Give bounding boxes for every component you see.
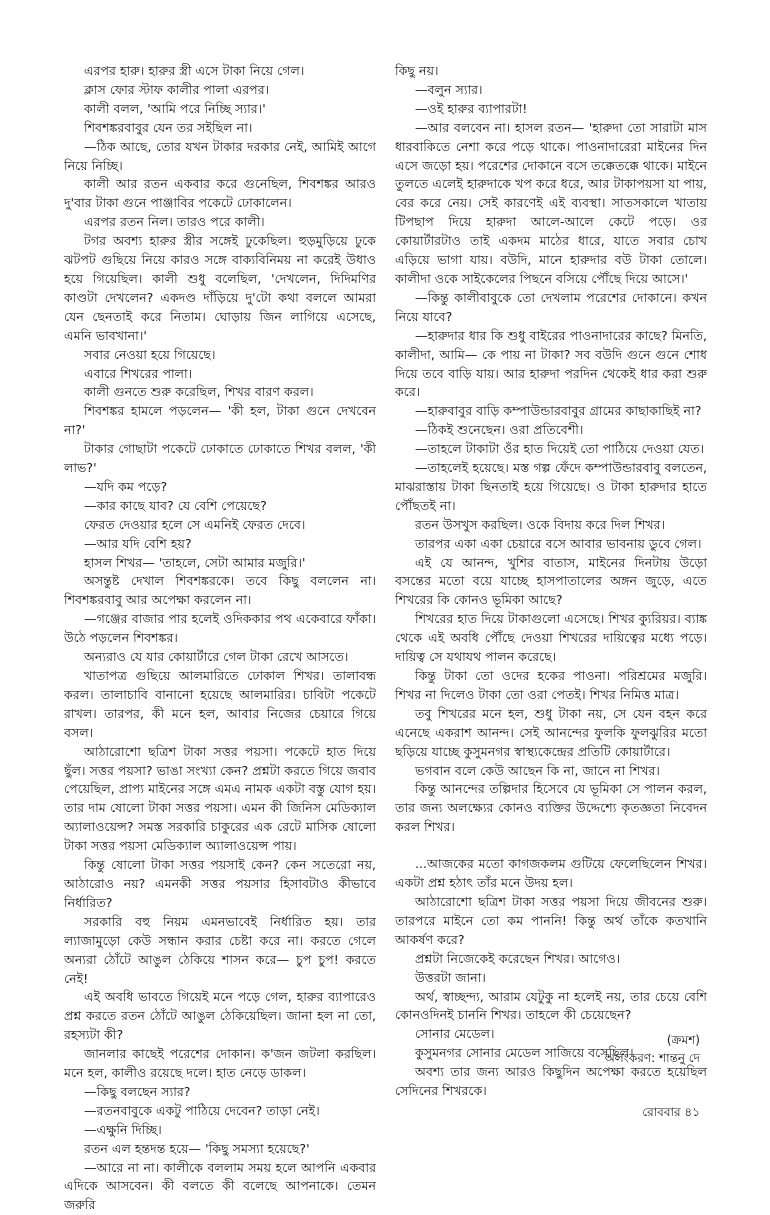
paragraph: —ঠিকই শুনেছেন। ওরা প্রতিবেশী।	[415, 422, 584, 438]
paragraph: —ওই হারুর ব্যাপারটা!	[415, 100, 528, 116]
paragraph: —কার কাছে যাব? যে বেশি পেয়েছে?	[84, 497, 267, 513]
illustration-credit: অলংকরণ: শান্তনু দে	[604, 1051, 700, 1065]
paragraph: —যদি কম পড়ে?	[84, 478, 168, 494]
paragraph: সরকারি বহু নিয়ম এমনভাবেই নির্ধারিত হয়। তার ল্যাজামুড়ো কেউ সন্ধান করার চেষ্টা করে না। করতে গেলে অন্যরা ঠোঁটে আঙুল ঠেকিয়ে শাসন করে— চুপ চুপ! করতে নেই!	[64, 913, 376, 986]
paragraph: শিবশঙ্করবাবুর যেন তর সইছিল না।	[84, 119, 253, 135]
paragraph: এরপর হারু। হারুর স্ত্রী এসে টাকা নিয়ে গেল।	[84, 63, 305, 78]
paragraph: রতন এল হন্তদন্ত হয়ে— 'কিছু সমস্যা হয়েছে?'	[84, 1140, 310, 1156]
paragraph: অবশ্য তার জন্য আরও কিছুদিন অপেক্ষা করতে হয়েছিল সেদিনের শিখরকে।	[395, 1064, 707, 1099]
paragraph: ক্লাস ফোর স্টাফ কালীর পালা এরপর।	[84, 81, 270, 97]
paragraph: কুসুমনগর সোনার মেডেল সাজিয়ে বসেছিল।	[415, 1045, 634, 1061]
paragraph: টাকার গোছাটা পকেটে ঢোকাতে ঢোকাতে শিখর বলল, 'কী লাভ?'	[64, 441, 376, 476]
paragraph: কিন্তু ষোলো টাকা সত্তর পয়সাই কেন? কেন সতেরো নয়, আঠারোও নয়? এমনকী সত্তর পয়সার হিসাবটাও কীভাবে নির্ধারিত?	[64, 857, 376, 910]
paragraph: —কিছু বলছেন স্যার?	[84, 1083, 191, 1099]
paragraph: প্রশ্নটা নিজেকেই করেছেন শিখর। আগেও।	[415, 950, 621, 966]
paragraph: ...আজকের মতো কাগজকলম গুটিয়ে ফেলেছিলেন শিখর। একটা প্রশ্ন হঠাৎ তাঁর মনে উদয় হল।	[395, 856, 707, 891]
right-text-column	[395, 62, 707, 1101]
paragraph: কিন্তু আনন্দের তল্পিদার হিসেবে যে ভূমিকা সে পালন করল, তার জন্য অলক্ষ্যের কোনও ব্যক্তির উদ্দেশ্যে কৃতজ্ঞতা নিবেদন করল শিখর।	[395, 781, 707, 835]
paragraph: —কিন্তু কালীবাবুকে তো দেখলাম পরেশের দোকানে। কখন নিয়ে যাবে?	[395, 289, 707, 324]
paragraph: —তাহলে টাকাটা ওঁর হাত দিয়েই তো পাঠিয়ে দেওয়া যেত।	[415, 441, 705, 457]
left-text-column	[64, 62, 376, 1215]
paragraph: রতন উসখুস করছিল। ওকে বিদায় করে দিল শিখর।	[415, 516, 666, 532]
paragraph: —আর যদি বেশি হয়?	[84, 535, 192, 551]
paragraph: —বলুন স্যার।	[415, 81, 483, 97]
paragraph: অসন্তুষ্ট দেখাল শিবশঙ্করকে। তবে কিছু বললেন না। শিবশঙ্করবাবু আর অপেক্ষা করলেন না।	[64, 573, 376, 608]
paragraph: খাতাপত্র গুছিয়ে আলমারিতে ঢোকাল শিখর। তালাবন্ধ করল। তালাচাবি বানানো হয়েছে আলমারির। চাবিটা পকেটে রাখল। তারপর, কী মনে হল, আবার নিজের চেয়ারে গিয়ে বসল।	[64, 668, 376, 740]
paragraph: সবার নেওয়া হয়ে গিয়েছে।	[84, 346, 216, 362]
page-folio: রোববার ৪১	[642, 1105, 700, 1119]
paragraph: —ঠিক আছে, তোর যখন টাকার দরকার নেই, আমিই আগে নিয়ে নিচ্ছি।	[64, 138, 376, 173]
paragraph: —হারুবাবুর বাড়ি কম্পাউন্ডারবাবুর গ্রামের কাছাকাছিই না?	[415, 403, 702, 419]
paragraph: অর্থ, স্বাচ্ছন্দ্য, আরাম যেটুকু না হলেই নয়, তার চেয়ে বেশি কোনওদিনই চাননি শিখর। তাহলে কী চেয়েছেন?	[395, 988, 707, 1023]
paragraph: কিছু নয়।	[395, 63, 439, 78]
paragraph: —আর বলবেন না। হাসল রতন— 'হারুদা তো সারাটা মাস ধারবাকিতে নেশা করে পড়ে থাকে। পাওনাদারেরা মাইনের দিন এসে জড়ো হয়। পরেশের দোকানে বসে তক্কেতক্কে থাকে। মাইনে তুলতে এলেই হারুদাকে খপ করে ধরে, আর টাকাপয়সা যা পায়, বের করে নেয়। সেই কারণেই এই ব্যবস্থা। সাতসকালে খাতায় টিপছাপ দিয়ে হারুদা আলে-আলে কেটে পড়ে। ওর কোয়ার্টারটাও তাই একদম মাঠের ধারে, যাতে সবার চোখ এড়িয়ে ভাগা যায়। বউদি, মানে হারুদার বউ টাকা তোলে। কালীদা ওকে সাইকেলের পিছনে বসিয়ে পৌঁছে দিয়ে আসে।'	[395, 119, 707, 286]
paragraph: তারপর একা একা চেয়ারে বসে আবার ভাবনায় ডুবে গেল।	[415, 535, 702, 551]
paragraph: উত্তরটা জানা।	[415, 969, 486, 985]
paragraph: হাসল শিখর— 'তাহলে, সেটা আমার মজুরি।'	[84, 554, 306, 570]
continued-marker: (ক্রমশ)	[666, 1033, 700, 1047]
paragraph: এই যে আনন্দ, খুশির বাতাস, মাইনের দিনটায় উড়ো বসন্তের মতো বয়ে যাচ্ছে হাসপাতালের অঙ্গন জুড়ে, এতে শিখরের কি কোনও ভূমিকা আছে?	[395, 554, 707, 608]
paragraph: —এক্ষুনি দিচ্ছি।	[84, 1121, 162, 1137]
paragraph: শিবশঙ্কর হামলে পড়লেন— 'কী হল, টাকা গুনে দেখবেন না?'	[64, 403, 376, 438]
paragraph: সোনার মেডেল।	[415, 1026, 495, 1042]
paragraph: —রতনবাবুকে একটু পাঠিয়ে দেবেন? তাড়া নেই।	[84, 1102, 320, 1118]
paragraph: অন্যরাও যে যার কোয়ার্টারে গেল টাকা রেখে আসতে।	[84, 649, 349, 665]
paragraph: —হারুদার ধার কি শুধু বাইরের পাওনাদারের কাছে? মিনতি, কালীদা, আমি— কে পায় না টাকা? সব বউদি গুনে গুনে শোধ দিয়ে তবে বাড়ি যায়। আর হারুদা পরদিন থেকেই ধার করা শুরু করে।	[395, 327, 707, 400]
paragraph: এরপর রতন নিল। তারও পরে কালী।	[84, 214, 265, 230]
paragraph: আঠারোশো ছত্রিশ টাকা সত্তর পয়সা দিয়ে জীবনের শুরু। তারপরে মাইনে তো কম পাননি! কিন্তু অর্থ তাঁকে কতখানি আকর্ষণ করে?	[395, 893, 707, 947]
paragraph: কালী আর রতন একবার করে গুনেছিল, শিবশঙ্কর আরও দু'বার টাকা গুনে পাঞ্জাবির পকেটে ঢোকালেন।	[64, 176, 376, 211]
paragraph: এই অবধি ভাবতে গিয়েই মনে পড়ে গেল, হারুর ব্যাপারেও প্রশ্ন করতে রতন ঠোঁটে আঙুল ঠেকিয়েছিল। জানা হল না তো, রহস্যটা কী?	[64, 989, 376, 1043]
paragraph: আঠারোশো ছত্রিশ টাকা সত্তর পয়সা। পকেটে হাত দিয়ে ছুঁল। সত্তর পয়সা? ভাঙা সংখ্যা কেন? প্রশ্নটা করতে গিয়ে জবাব পেয়েছিল, প্রাপ্য মাইনের সঙ্গে এমএ নামক একটা বস্তু যোগ হয়। তার দাম ষোলো টাকা সত্তর পয়সা। এমন কী জিনিস মেডিক্যাল অ্যালাওয়েন্স? সমস্ত সরকারি চাকুরের এক রেটে মাসিক ষোলো টাকা সত্তর পয়সা মেডিক্যাল অ্যালাওয়েন্স পায়।	[64, 743, 376, 854]
paragraph: টগর অবশ্য হারুর স্ত্রীর সঙ্গেই ঢুকেছিল। হুড়মুড়িয়ে ঢুকে ঝটপট গুছিয়ে নিয়ে কারও সঙ্গে বাক্যবিনিময় না করেই উধাও হয়ে গিয়েছিল। কালী শুধু বলেছিল, 'দেখলেন, দিদিমণির কাণ্ডটা দেখলেন? একদণ্ড দাঁড়িয়ে দু'টো কথা বললে আমরা যেন ছেনতাই করে নিতাম। ঘোড়ায় জিন লাগিয়ে এসেছে, এমনি ভাবখানা।'	[64, 233, 376, 343]
paragraph: এবারে শিখরের পালা।	[84, 365, 193, 381]
paragraph: কিন্তু টাকা তো ওদের হকের পাওনা। পরিশ্রমের মজুরি। শিখর না দিলেও টাকা তো ওরা পেতই। শিখর নিমিত্ত মাত্র।	[395, 668, 707, 702]
paragraph: ফেরত দেওয়ার হলে সে এমনিই ফেরত দেবে।	[84, 516, 306, 532]
paragraph: জানলার কাছেই পরেশের দোকান। ক'জন জটলা করছিল। মনে হল, কালীও রয়েছে দলে। হাত নেড়ে ডাকল।	[64, 1046, 376, 1081]
paragraph: তবু শিখরের মনে হল, শুধু টাকা নয়, সে যেন বহন করে এনেছে একরাশ আনন্দ। সেই আনন্দের ফুলকি ফুলঝুরির মতো ছড়িয়ে যাচ্ছে কুসুমনগর স্বাস্থ্যকেন্দ্রের প্রতিটি কোয়ার্টারে।	[395, 705, 707, 759]
paragraph: —গঞ্জের বাজার পার হলেই ওদিককার পথ একেবারে ফাঁকা। উঠে পড়লেন শিবশঙ্কর।	[64, 611, 376, 646]
paragraph: —তাহলেই হয়েছে। মস্ত গল্প ফেঁদে কম্পাউন্ডারবাবু বলতেন, মাঝরাস্তায় টাকা ছিনতাই হয়ে গিয়েছে। ও টাকা হারুদার হাতে পৌঁছতই না।	[395, 460, 707, 513]
paragraph: —আরে না না। কালীকে বললাম সময় হলে আপনি একবার এদিকে আসবেন। কী বলতে কী বলেছে আপনাকে। তেমন জরুরি	[64, 1159, 376, 1213]
paragraph: কালী বলল, 'আমি পরে নিচ্ছি স্যার।'	[84, 100, 266, 116]
paragraph: কালী গুনতে শুরু করেছিল, শিখর বারণ করল।	[84, 384, 314, 400]
paragraph: শিখরের হাত দিয়ে টাকাগুলো এসেছে। শিখর ক্যুরিয়র। ব্যাঙ্ক থেকে এই অবধি পৌঁছে দেওয়া শিখরের দায়িত্বের মধ্যে পড়ে। দায়িত্ব সে যথাযথ পালন করেছে।	[395, 611, 707, 665]
paragraph: ভগবান বলে কেউ আছেন কি না, জানে না শিখর।	[415, 762, 660, 778]
